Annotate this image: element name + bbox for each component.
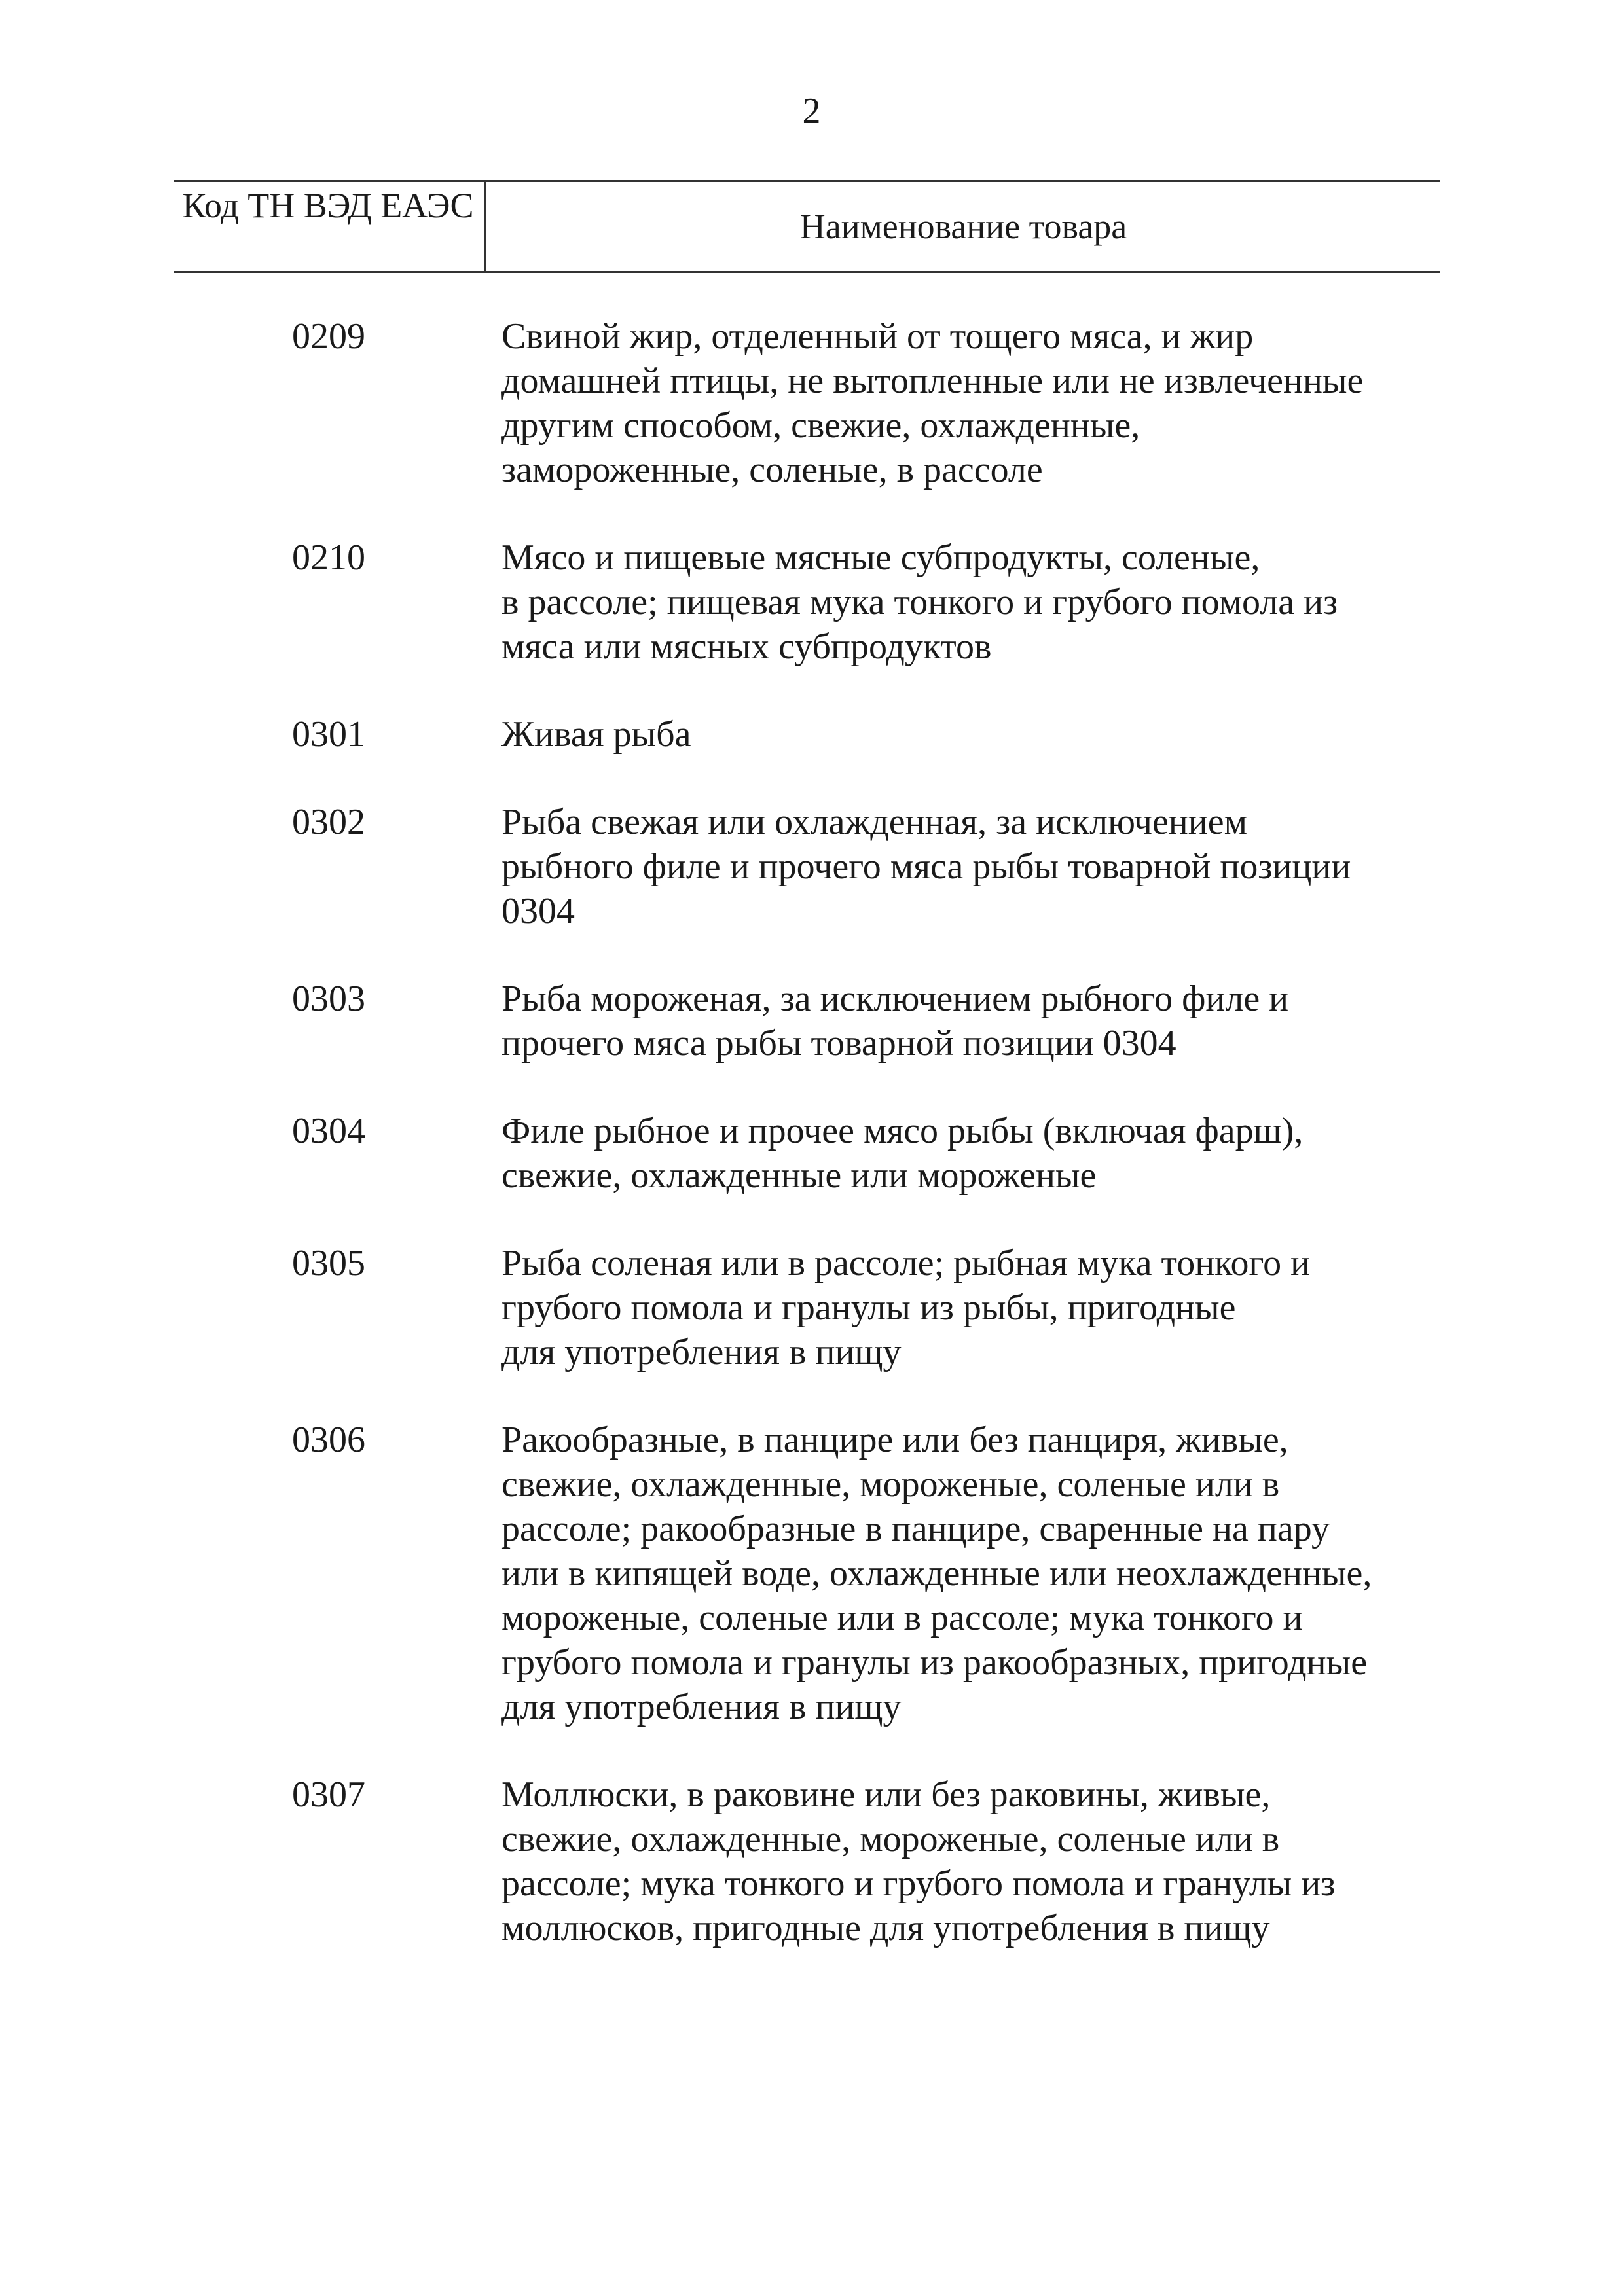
table-row — [174, 1418, 1440, 1729]
row-name: Моллюски, в раковине или без раковины, живые, свежие, охлажденные, мороженые, соленые или в рассоле; мука тонкого и грубого помола и гранулы из моллюсков, пригодные для употребления в пищу — [501, 1774, 1336, 1948]
row-name: Свиной жир, отделенный от тощего мяса, и жир домашней птицы, не вытопленные или не извлеченные другим способом, свежие, охлажденные, замороженные, соленые, в рассоле — [501, 316, 1364, 490]
row-name: Рыба мороженая, за исключением рыбного филе и прочего мяса рыбы товарной позиции 0304 — [501, 978, 1289, 1064]
table-row — [174, 314, 1440, 492]
row-code: 0302 — [292, 802, 365, 842]
row-name: Ракообразные, в панцире или без панциря, живые, свежие, охлажденные, мороженые, соленые или в рассоле; ракообразные в панцире, сваренные на пару или в кипящей воде, охлажденные или неохлажденные, мороженые, соленые или в рассоле; мука тонкого и грубого помола и гранулы из ракообразных, пригодные для употребления в пищу — [501, 1420, 1372, 1727]
page-number: 2 — [802, 91, 821, 132]
table-row — [174, 1772, 1440, 1950]
table-row — [174, 800, 1440, 933]
table-row — [174, 1241, 1440, 1374]
table-header — [174, 180, 1440, 273]
row-code: 0210 — [292, 537, 365, 578]
table-row — [174, 1109, 1440, 1198]
row-code: 0304 — [292, 1111, 365, 1151]
table-body — [174, 314, 1440, 1994]
row-name: Живая рыба — [501, 714, 691, 755]
row-code: 0307 — [292, 1774, 365, 1815]
row-name: Рыба соленая или в рассоле; рыбная мука тонкого и грубого помола и гранулы из рыбы, пригодные для употребления в пищу — [501, 1243, 1311, 1372]
row-code: 0303 — [292, 978, 365, 1019]
table-row — [174, 977, 1440, 1066]
table-row — [174, 712, 1440, 757]
header-name-label: Наименование товара — [799, 207, 1127, 246]
table-row — [174, 535, 1440, 669]
row-name: Мясо и пищевые мясные субпродукты, соленые, в рассоле; пищевая мука тонкого и грубого помола из мяса или мясных субпродуктов — [501, 537, 1338, 667]
row-code: 0209 — [292, 316, 365, 357]
row-code: 0305 — [292, 1243, 365, 1283]
row-name: Рыба свежая или охлажденная, за исключением рыбного филе и прочего мяса рыбы товарной позиции 0304 — [501, 802, 1351, 931]
row-code: 0306 — [292, 1420, 365, 1460]
row-code: 0301 — [292, 714, 365, 755]
row-name: Филе рыбное и прочее мясо рыбы (включая фарш), свежие, охлажденные или мороженые — [501, 1111, 1304, 1196]
header-code-label: Код ТН ВЭД ЕАЭС — [182, 186, 474, 225]
